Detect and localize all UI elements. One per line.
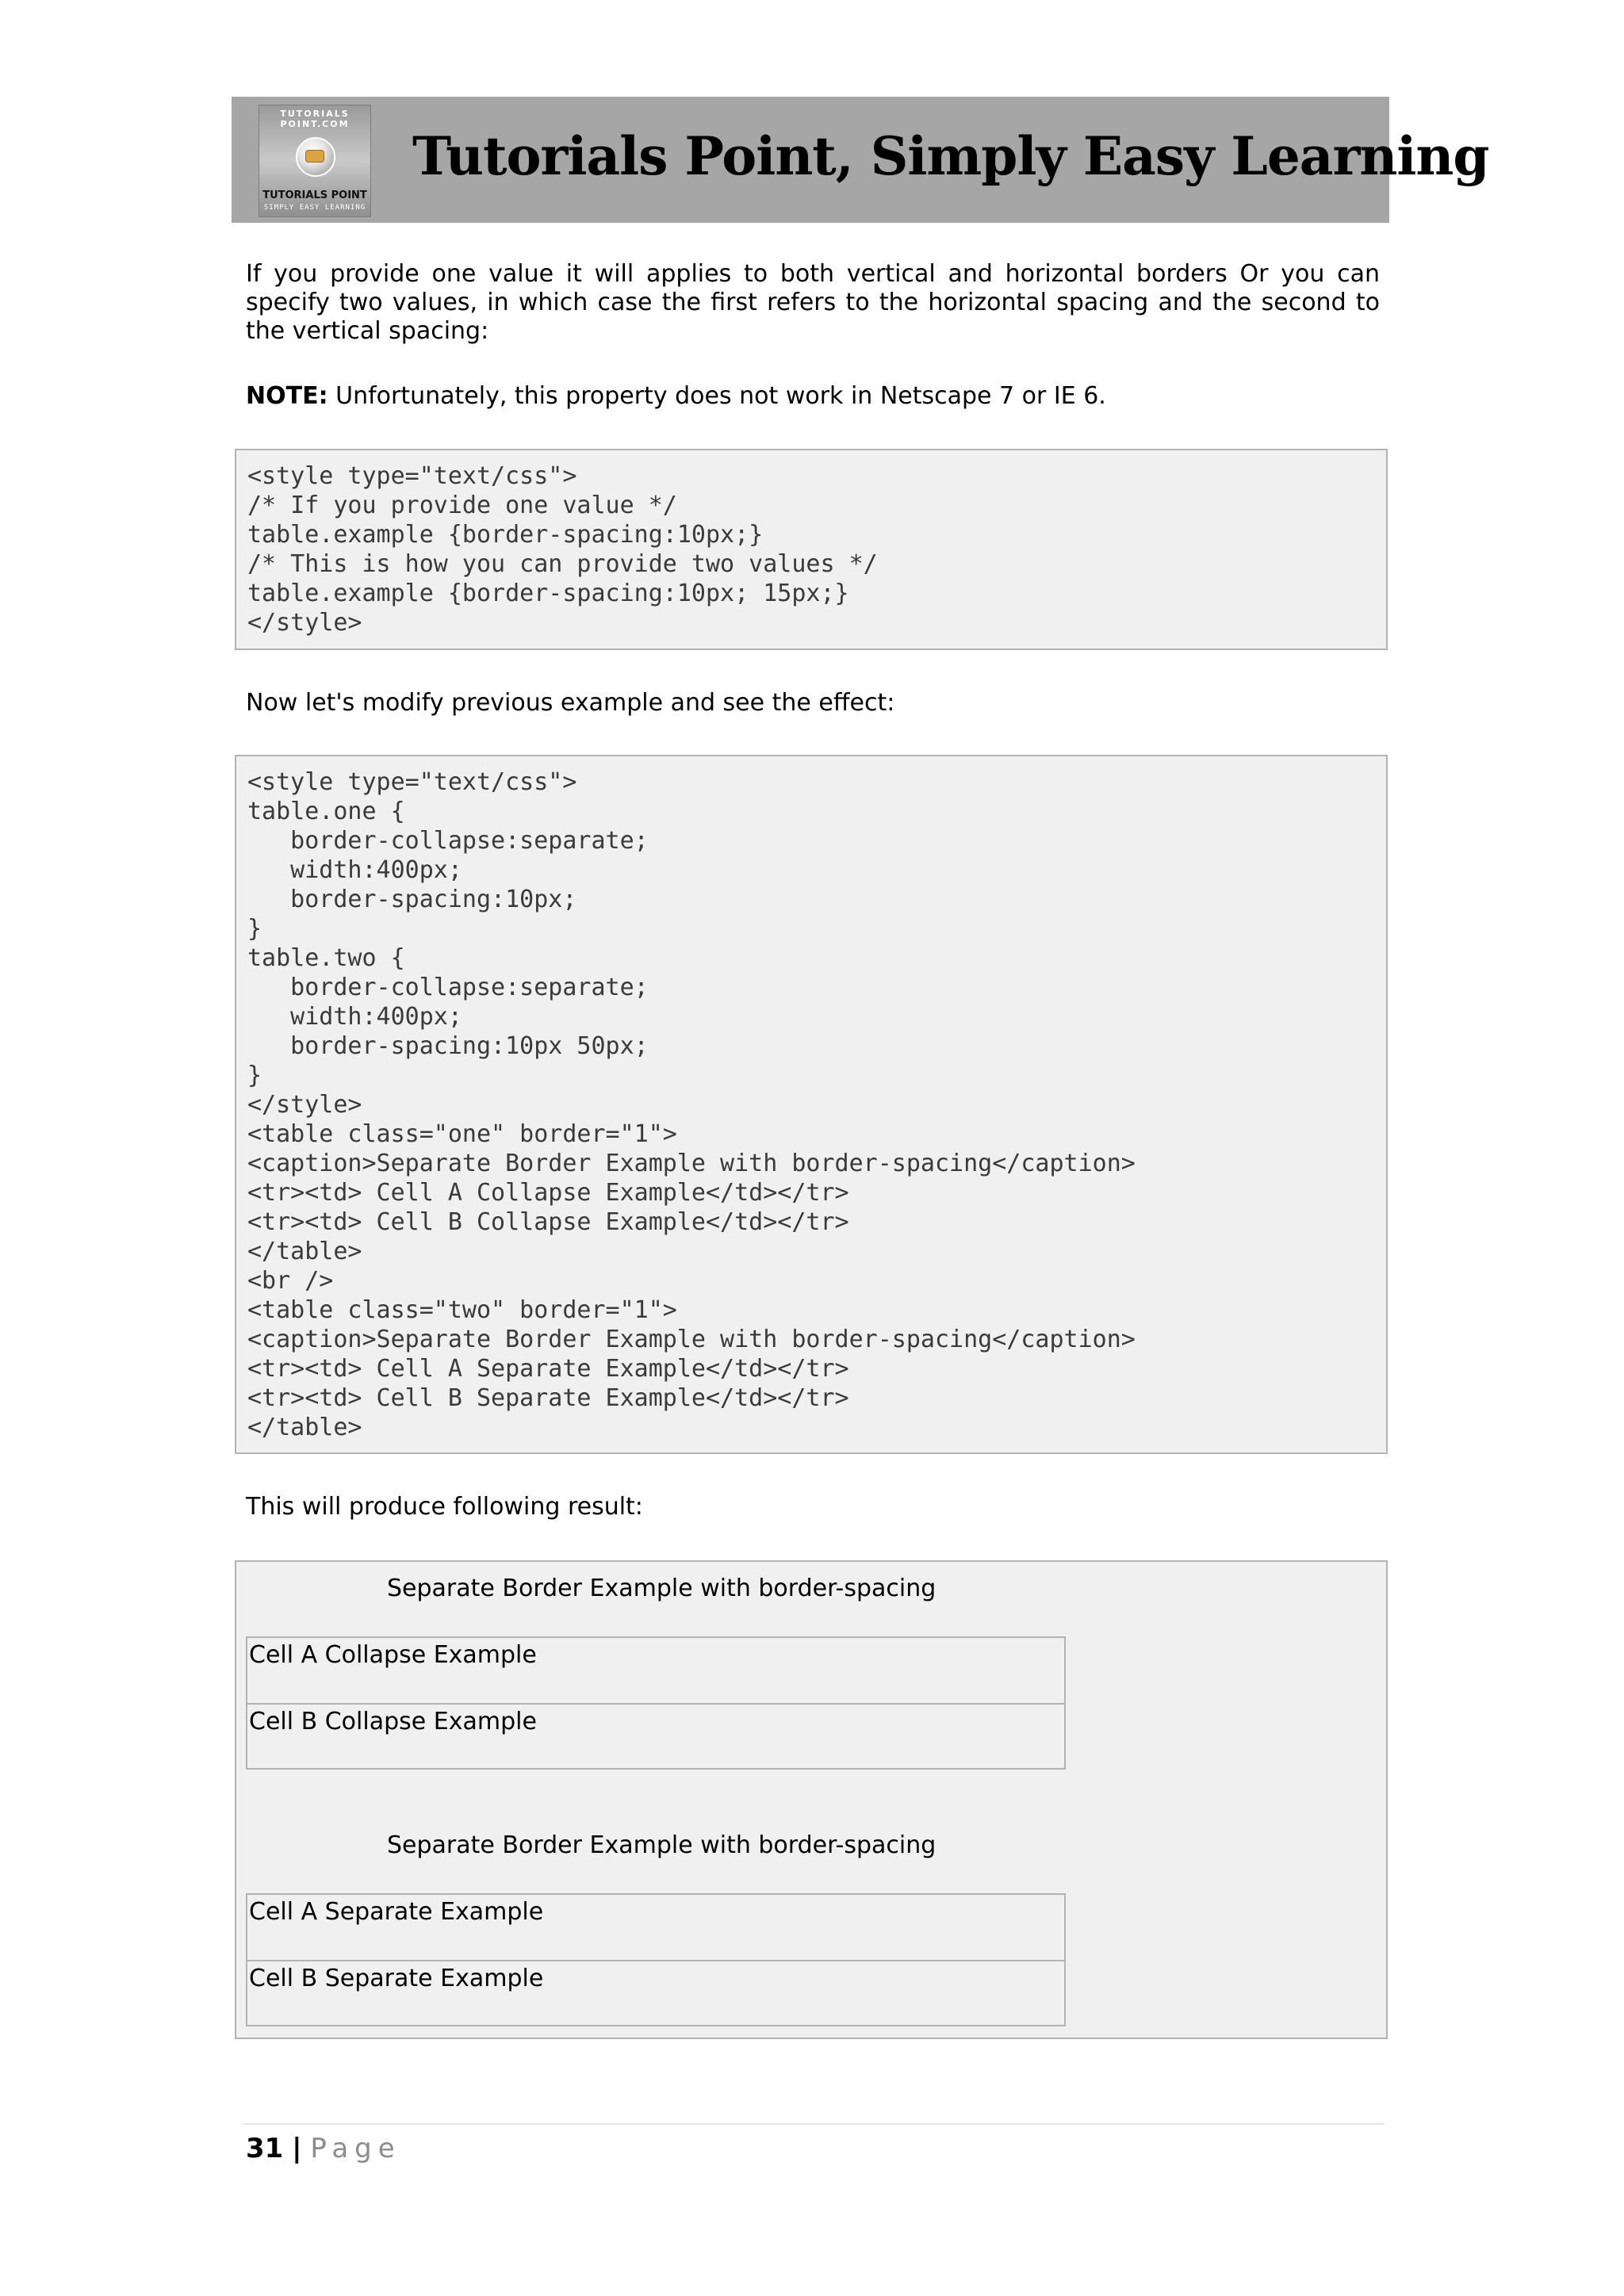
note-label: NOTE: <box>246 382 328 410</box>
footer-separator: | <box>292 2133 302 2164</box>
table-one-caption: Separate Border Example with border-spacing <box>387 1575 936 1602</box>
code-text: <style type="text/css"> /* If you provide one value */ table.example {border-spacing:10px;} /* This is how you can provide two values */ table.example {border-spacing:10px; 15px;} </style> <box>247 462 878 637</box>
modify-paragraph: Now let's modify previous example and see the effect: <box>246 689 895 717</box>
tutorials-point-logo <box>259 105 371 217</box>
note-paragraph <box>246 382 1380 411</box>
page-label: Page <box>310 2133 401 2164</box>
code-block-example <box>235 755 1388 1454</box>
table-two-caption: Separate Border Example with border-spacing <box>387 1831 936 1859</box>
code-block-border-spacing <box>235 449 1388 650</box>
page-header <box>232 97 1489 223</box>
note-text: Unfortunately, this property does not work in Netscape 7 or IE 6. <box>327 382 1106 410</box>
table-cell: Cell A Collapse Example <box>249 1641 537 1669</box>
logo-tagline: SIMPLY EASY LEARNING <box>263 204 366 212</box>
table-cell: Cell A Separate Example <box>249 1898 544 1926</box>
table-two <box>246 1893 1066 2026</box>
footer-divider <box>243 2123 1385 2125</box>
header-title: Tutorials Point, Simply Easy Learning <box>412 125 1489 187</box>
result-preview <box>235 1560 1388 2039</box>
page-footer <box>246 2133 401 2164</box>
logo-arc-text: TUTORIALS POINT.COM <box>280 109 350 129</box>
intro-paragraph: If you provide one value it will applies to both vertical and horizontal borders Or you can specify two values, in which case the first refers to the horizontal spacing and the second to the vertical spacing: <box>246 260 1380 345</box>
table-cell: Cell B Separate Example <box>247 1960 1064 2025</box>
table-cell: Cell B Collapse Example <box>247 1703 1064 1768</box>
globe-icon <box>296 137 335 177</box>
table-one <box>246 1636 1066 1770</box>
logo-name: TUTORIALS POINT <box>262 189 367 201</box>
page-number: 31 <box>246 2133 284 2164</box>
code-text: <style type="text/css"> table.one { border-collapse:separate; width:400px; border-spacing:10px; } table.two { border-collapse:separate; width:400px; border-spacing:10px 50px; } </style> <table class="one" border="1"> <caption>Separate Border Example with border-spacing</caption> <tr><td> Cell A Collapse Example</td></tr> <tr><td> Cell B Collapse Example</td></tr> </table> <br /> <table class="two" border="1"> <caption>Separate Border Example with border-spacing</caption> <tr><td> Cell A Separate Example</td></tr> <tr><td> Cell B Separate Example</td></tr> </table> <box>247 768 1136 1441</box>
result-paragraph: This will produce following result: <box>246 1493 643 1521</box>
